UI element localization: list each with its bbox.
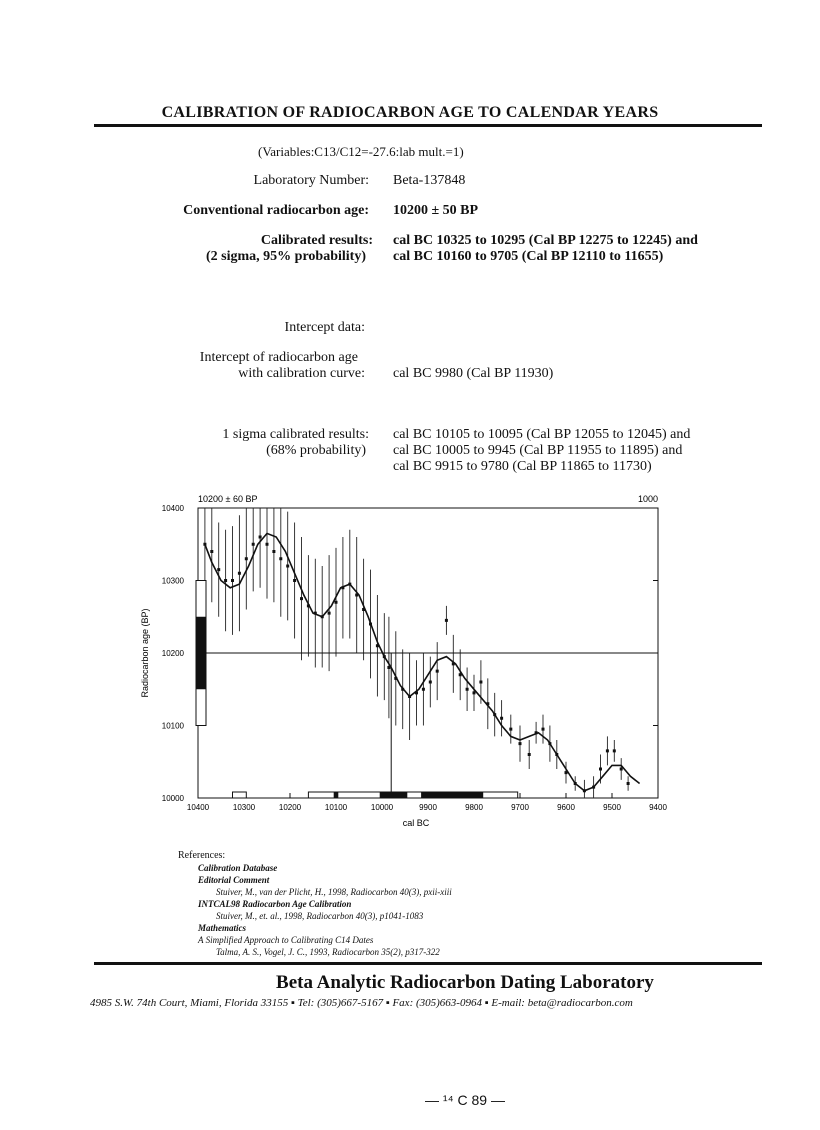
measurement-point	[231, 579, 234, 582]
measurement-point	[542, 728, 545, 731]
x-tick-label: 10200	[278, 803, 302, 812]
conv-age-label: Conventional radiocarbon age:	[183, 203, 369, 218]
reference-line: Calibration Database	[198, 863, 278, 873]
reference-line: Mathematics	[198, 923, 247, 933]
reference-line: Editorial Comment	[198, 875, 270, 885]
sigma1-range-bar	[334, 792, 339, 798]
measurement-point	[445, 619, 448, 622]
calibration-curve	[205, 533, 640, 790]
calibrated-line-2: cal BC 10160 to 9705 (Cal BP 12110 to 11655)	[393, 249, 664, 264]
x-tick-label: 9500	[603, 803, 621, 812]
calibrated-line-1: cal BC 10325 to 10295 (Cal BP 12275 to 12245) and	[393, 233, 698, 248]
sigma1-label: 1 sigma calibrated results:	[222, 427, 369, 442]
measurement-point	[528, 753, 531, 756]
measurement-point	[259, 536, 262, 539]
measurement-point	[436, 670, 439, 673]
intercept-of-label-1: Intercept of radiocarbon age	[199, 350, 358, 365]
chart-x-axis-label: cal BC	[402, 818, 430, 828]
measurement-point	[217, 568, 220, 571]
x-tick-label: 9700	[511, 803, 529, 812]
intercept-of-label-2: with calibration curve:	[238, 366, 365, 381]
measurement-point	[606, 749, 609, 752]
sigma1-line-1: cal BC 10105 to 10095 (Cal BP 12055 to 12045) and	[393, 427, 691, 442]
measurement-point	[479, 681, 482, 684]
measurement-point	[210, 550, 213, 553]
x-tick-label: 10100	[324, 803, 348, 812]
measurement-point	[224, 579, 227, 582]
measurement-point	[252, 543, 255, 546]
x-tick-label: 9400	[649, 803, 667, 812]
calibrated-sub: (2 sigma, 95% probability)	[206, 249, 366, 264]
page-number: — ¹⁴ C 89 —	[425, 1092, 505, 1108]
header-rule	[94, 124, 762, 127]
footer-rule	[94, 962, 762, 965]
measurement-point	[335, 601, 338, 604]
sigma1-age-bar	[196, 617, 206, 690]
measurement-point	[500, 717, 503, 720]
measurement-point	[266, 543, 269, 546]
measurement-point	[245, 557, 248, 560]
sigma2-range-bar	[233, 792, 247, 798]
measurement-point	[599, 768, 602, 771]
measurement-point	[328, 612, 331, 615]
x-tick-label: 9900	[419, 803, 437, 812]
measurement-point	[300, 597, 303, 600]
reference-line: Talma, A. S., Vogel, J. C., 1993, Radiocarbon 35(2), p317-322	[216, 947, 440, 957]
measurement-point	[272, 550, 275, 553]
measurement-point	[473, 691, 476, 694]
variables-line: (Variables:C13/C12=-27.6:lab mult.=1)	[258, 144, 464, 159]
y-tick-label: 10200	[161, 649, 184, 658]
measurement-point	[286, 565, 289, 568]
chart-y-axis-label: Radiocarbon age (BP)	[140, 608, 150, 698]
measurement-point	[466, 688, 469, 691]
references-heading: References:	[178, 850, 226, 861]
lab-address: 4985 S.W. 74th Court, Miami, Florida 33155 ▪ Tel: (305)667-5167 ▪ Fax: (305)663-0964 ▪ E-mail: beta@radiocarbon.com	[90, 997, 633, 1009]
reference-line: Stuiver, M., et. al., 1998, Radiocarbon 40(3), p1041-1083	[216, 911, 424, 921]
reference-line: INTCAL98 Radiocarbon Age Calibration	[198, 899, 352, 909]
sigma1-range-bar	[380, 792, 408, 798]
reference-line: Stuiver, M., van der Plicht, H., 1998, Radiocarbon 40(3), pxii-xiii	[216, 887, 452, 897]
lab-name: Beta Analytic Radiocarbon Dating Laboratory	[276, 972, 654, 993]
y-tick-label: 10100	[161, 721, 184, 731]
page-title: CALIBRATION OF RADIOCARBON AGE TO CALENDAR YEARS	[161, 104, 659, 121]
chart-top-right-label: 1000	[637, 494, 658, 504]
measurement-point	[422, 688, 425, 691]
chart-top-left-label: 10200 ± 60 BP	[198, 494, 258, 504]
sigma1-line-2: cal BC 10005 to 9945 (Cal BP 11955 to 11895) and	[393, 443, 683, 458]
sigma1-sub: (68% probability)	[266, 443, 366, 458]
measurement-point	[519, 742, 522, 745]
x-tick-label: 10400	[186, 803, 210, 812]
x-tick-label: 10300	[232, 803, 256, 812]
calibration-chart-svg	[134, 490, 674, 830]
x-tick-label: 9800	[465, 803, 483, 812]
sigma1-range-bar	[421, 792, 483, 798]
measurement-point	[627, 782, 630, 785]
intercept-value: cal BC 9980 (Cal BP 11930)	[393, 366, 554, 381]
measurement-point	[279, 557, 282, 560]
measurement-point	[429, 681, 432, 684]
y-tick-label: 10400	[161, 504, 184, 513]
measurement-point	[293, 579, 296, 582]
calibration-chart	[134, 490, 674, 830]
intercept-data-label: Intercept data:	[284, 320, 365, 335]
x-tick-label: 10000	[370, 803, 394, 812]
measurement-point	[613, 749, 616, 752]
x-tick-label: 9600	[557, 803, 575, 812]
reference-line: A Simplified Approach to Calibrating C14 Dates	[198, 935, 374, 945]
y-tick-label: 10000	[161, 794, 184, 803]
measurement-point	[620, 768, 623, 771]
y-tick-label: 10300	[161, 576, 184, 586]
lab-number-value: Beta-137848	[393, 173, 466, 188]
measurement-point	[238, 572, 241, 575]
sigma1-line-3: cal BC 9915 to 9780 (Cal BP 11865 to 11730)	[393, 459, 652, 474]
sigma2-range-bar	[308, 792, 517, 798]
lab-number-label: Laboratory Number:	[253, 173, 369, 188]
conv-age-value: 10200 ± 50 BP	[393, 203, 479, 218]
measurement-point	[509, 728, 512, 731]
calibrated-label: Calibrated results:	[260, 233, 373, 248]
